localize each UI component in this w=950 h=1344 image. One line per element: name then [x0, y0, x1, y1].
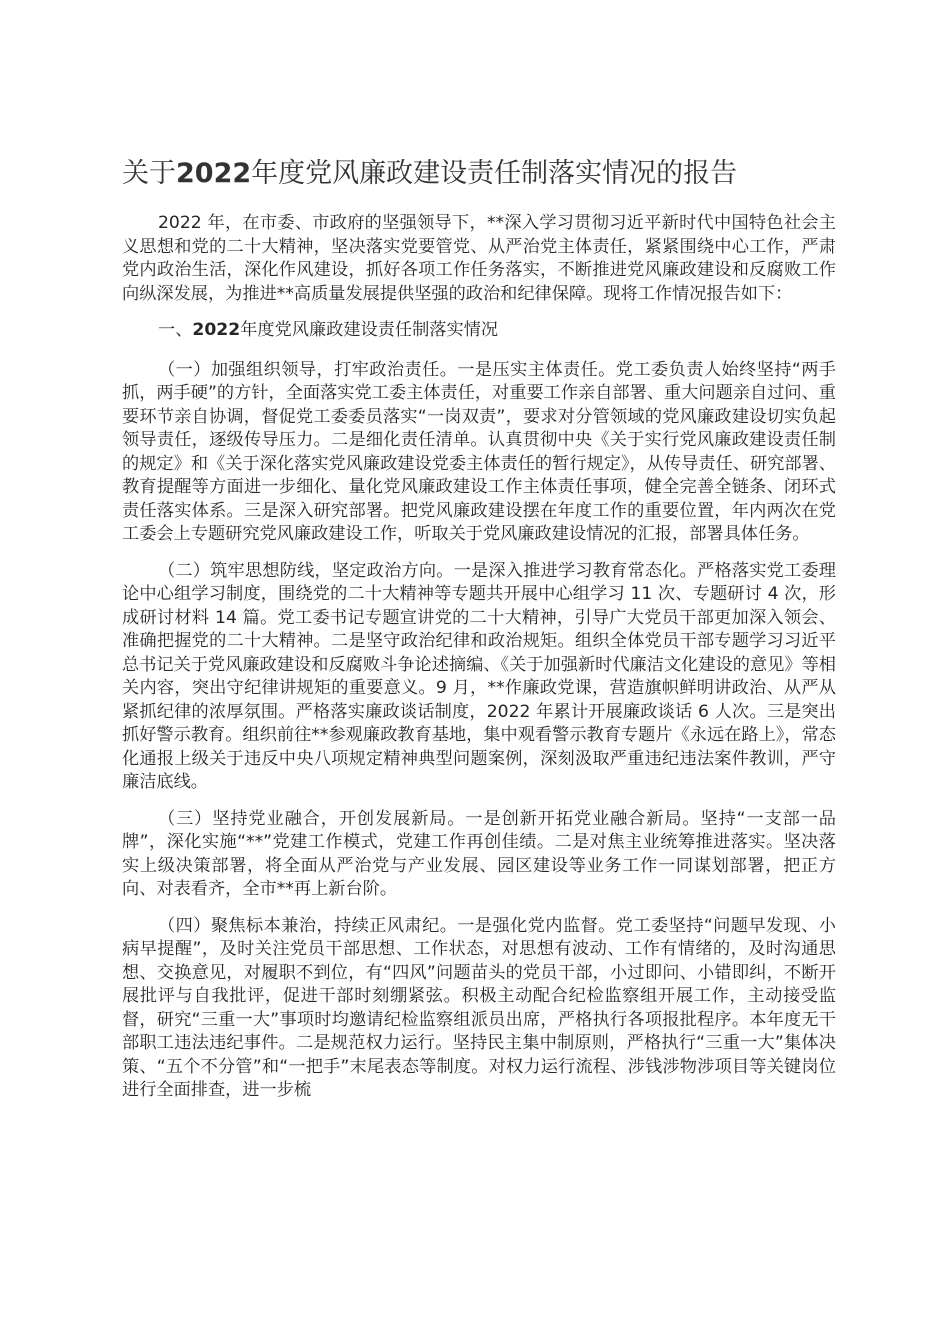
paragraph-discipline-rectification: （四）聚焦标本兼治，持续正风肃纪。一是强化党内监督。党工委坚持“问题早发现、小病早提醒”，及时关注党员干部思想、工作状态，对思想有波动、工作有情绪的，及时沟通思想、交换意见，对履职不到位，有“四风”问题苗头的党员干部，小过即问、小错即纠，不断开展批评与自我批评，促进干部时刻绷紧弦。积极主动配合纪检监察组开展工作，主动接受监督，研究“三重一大”事项时均邀请纪检监察组派员出席，严格执行各项报批程序。本年度无干部职工违法违纪事件。二是规范权力运行。坚持民主集中制原则，严格执行“三重一大”集体决策、“五个不分管”和“一把手”末尾表态等制度。对权力运行流程、涉钱涉物涉项目等关键岗位进行全面排查，进一步梳	[122, 915, 836, 1100]
title-prefix: 关于	[122, 158, 176, 189]
paragraph-party-business-integration: （三）坚持党业融合，开创发展新局。一是创新开拓党业融合新局。坚持“一支部一品牌”，深化实施“**”党建工作模式，党建工作再创佳绩。二是对焦主业统筹推进落实。坚决落实上级决策部署，将全面从严治党与产业发展、园区建设等业务工作一同谋划部署，把正方向、对表看齐，全市**再上新台阶。	[122, 808, 836, 899]
section-heading-text: 年度党风廉政建设责任制落实情况	[240, 320, 499, 340]
section-heading-year: 2022	[192, 320, 241, 340]
intro-paragraph: 2022 年，在市委、市政府的坚强领导下，**深入学习贯彻习近平新时代中国特色社会主义思想和党的二十大精神，坚决落实党要管党、从严治党主体责任，紧紧围绕中心工作，严肃党内政治生活，深化作风建设，抓好各项工作任务落实，不断推进党风廉政建设和反腐败工作向纵深发展，为推进**高质量发展提供坚强的政治和纪律保障。现将工作情况报告如下：	[122, 213, 836, 304]
section-heading-prefix: 一、	[158, 320, 193, 340]
document-body	[122, 150, 836, 1116]
section-heading-1	[122, 319, 836, 343]
title-suffix: 年度党风廉政建设责任制落实情况的报告	[251, 158, 738, 189]
document-title	[122, 150, 836, 198]
title-year: 2022	[176, 158, 252, 189]
paragraph-ideological-defense: （二）筑牢思想防线，坚定政治方向。一是深入推进学习教育常态化。严格落实党工委理论中心组学习制度，围绕党的二十大精神等专题共开展中心组学习 11 次、专题研讨 4 次，形成研讨材料 14 篇。党工委书记专题宣讲党的二十大精神，引导广大党员干部更加深入领会、准确把握党的二十大精神。二是坚守政治纪律和政治规矩。组织全体党员干部专题学习习近平总书记关于党风廉政建设和反腐败斗争论述摘编、《关于加强新时代廉洁文化建设的意见》等相关内容，突出守纪律讲规矩的重要意义。9 月，**作廉政党课，营造旗帜鲜明讲政治、从严从紧抓纪律的浓厚氛围。严格落实廉政谈话制度，2022 年累计开展廉政谈话 6 人次。三是突出抓好警示教育。组织前往**参观廉政教育基地，集中观看警示教育专题片《永远在路上》，常态化通报上级关于违反中央八项规定精神典型问题案例，深刻汲取严重违纪违法案件教训，严守廉洁底线。	[122, 560, 836, 792]
paragraph-organization-leadership: （一）加强组织领导，打牢政治责任。一是压实主体责任。党工委负责人始终坚持“两手抓，两手硬”的方针，全面落实党工委主体责任，对重要工作亲自部署、重大问题亲自过问、重要环节亲自协调，督促党工委委员落实“一岗双责”，要求对分管领域的党风廉政建设切实负起领导责任，逐级传导压力。二是细化责任清单。认真贯彻中央《关于实行党风廉政建设责任制的规定》和《关于深化落实党风廉政建设党委主体责任的暂行规定》，从传导责任、研究部署、教育提醒等方面进一步细化、量化党风廉政建设工作主体责任事项，健全完善全链条、闭环式责任落实体系。三是深入研究部署。把党风廉政建设摆在年度工作的重要位置，年内两次在党工委会上专题研究党风廉政建设工作，听取关于党风廉政建设情况的汇报，部署具体任务。	[122, 359, 836, 544]
